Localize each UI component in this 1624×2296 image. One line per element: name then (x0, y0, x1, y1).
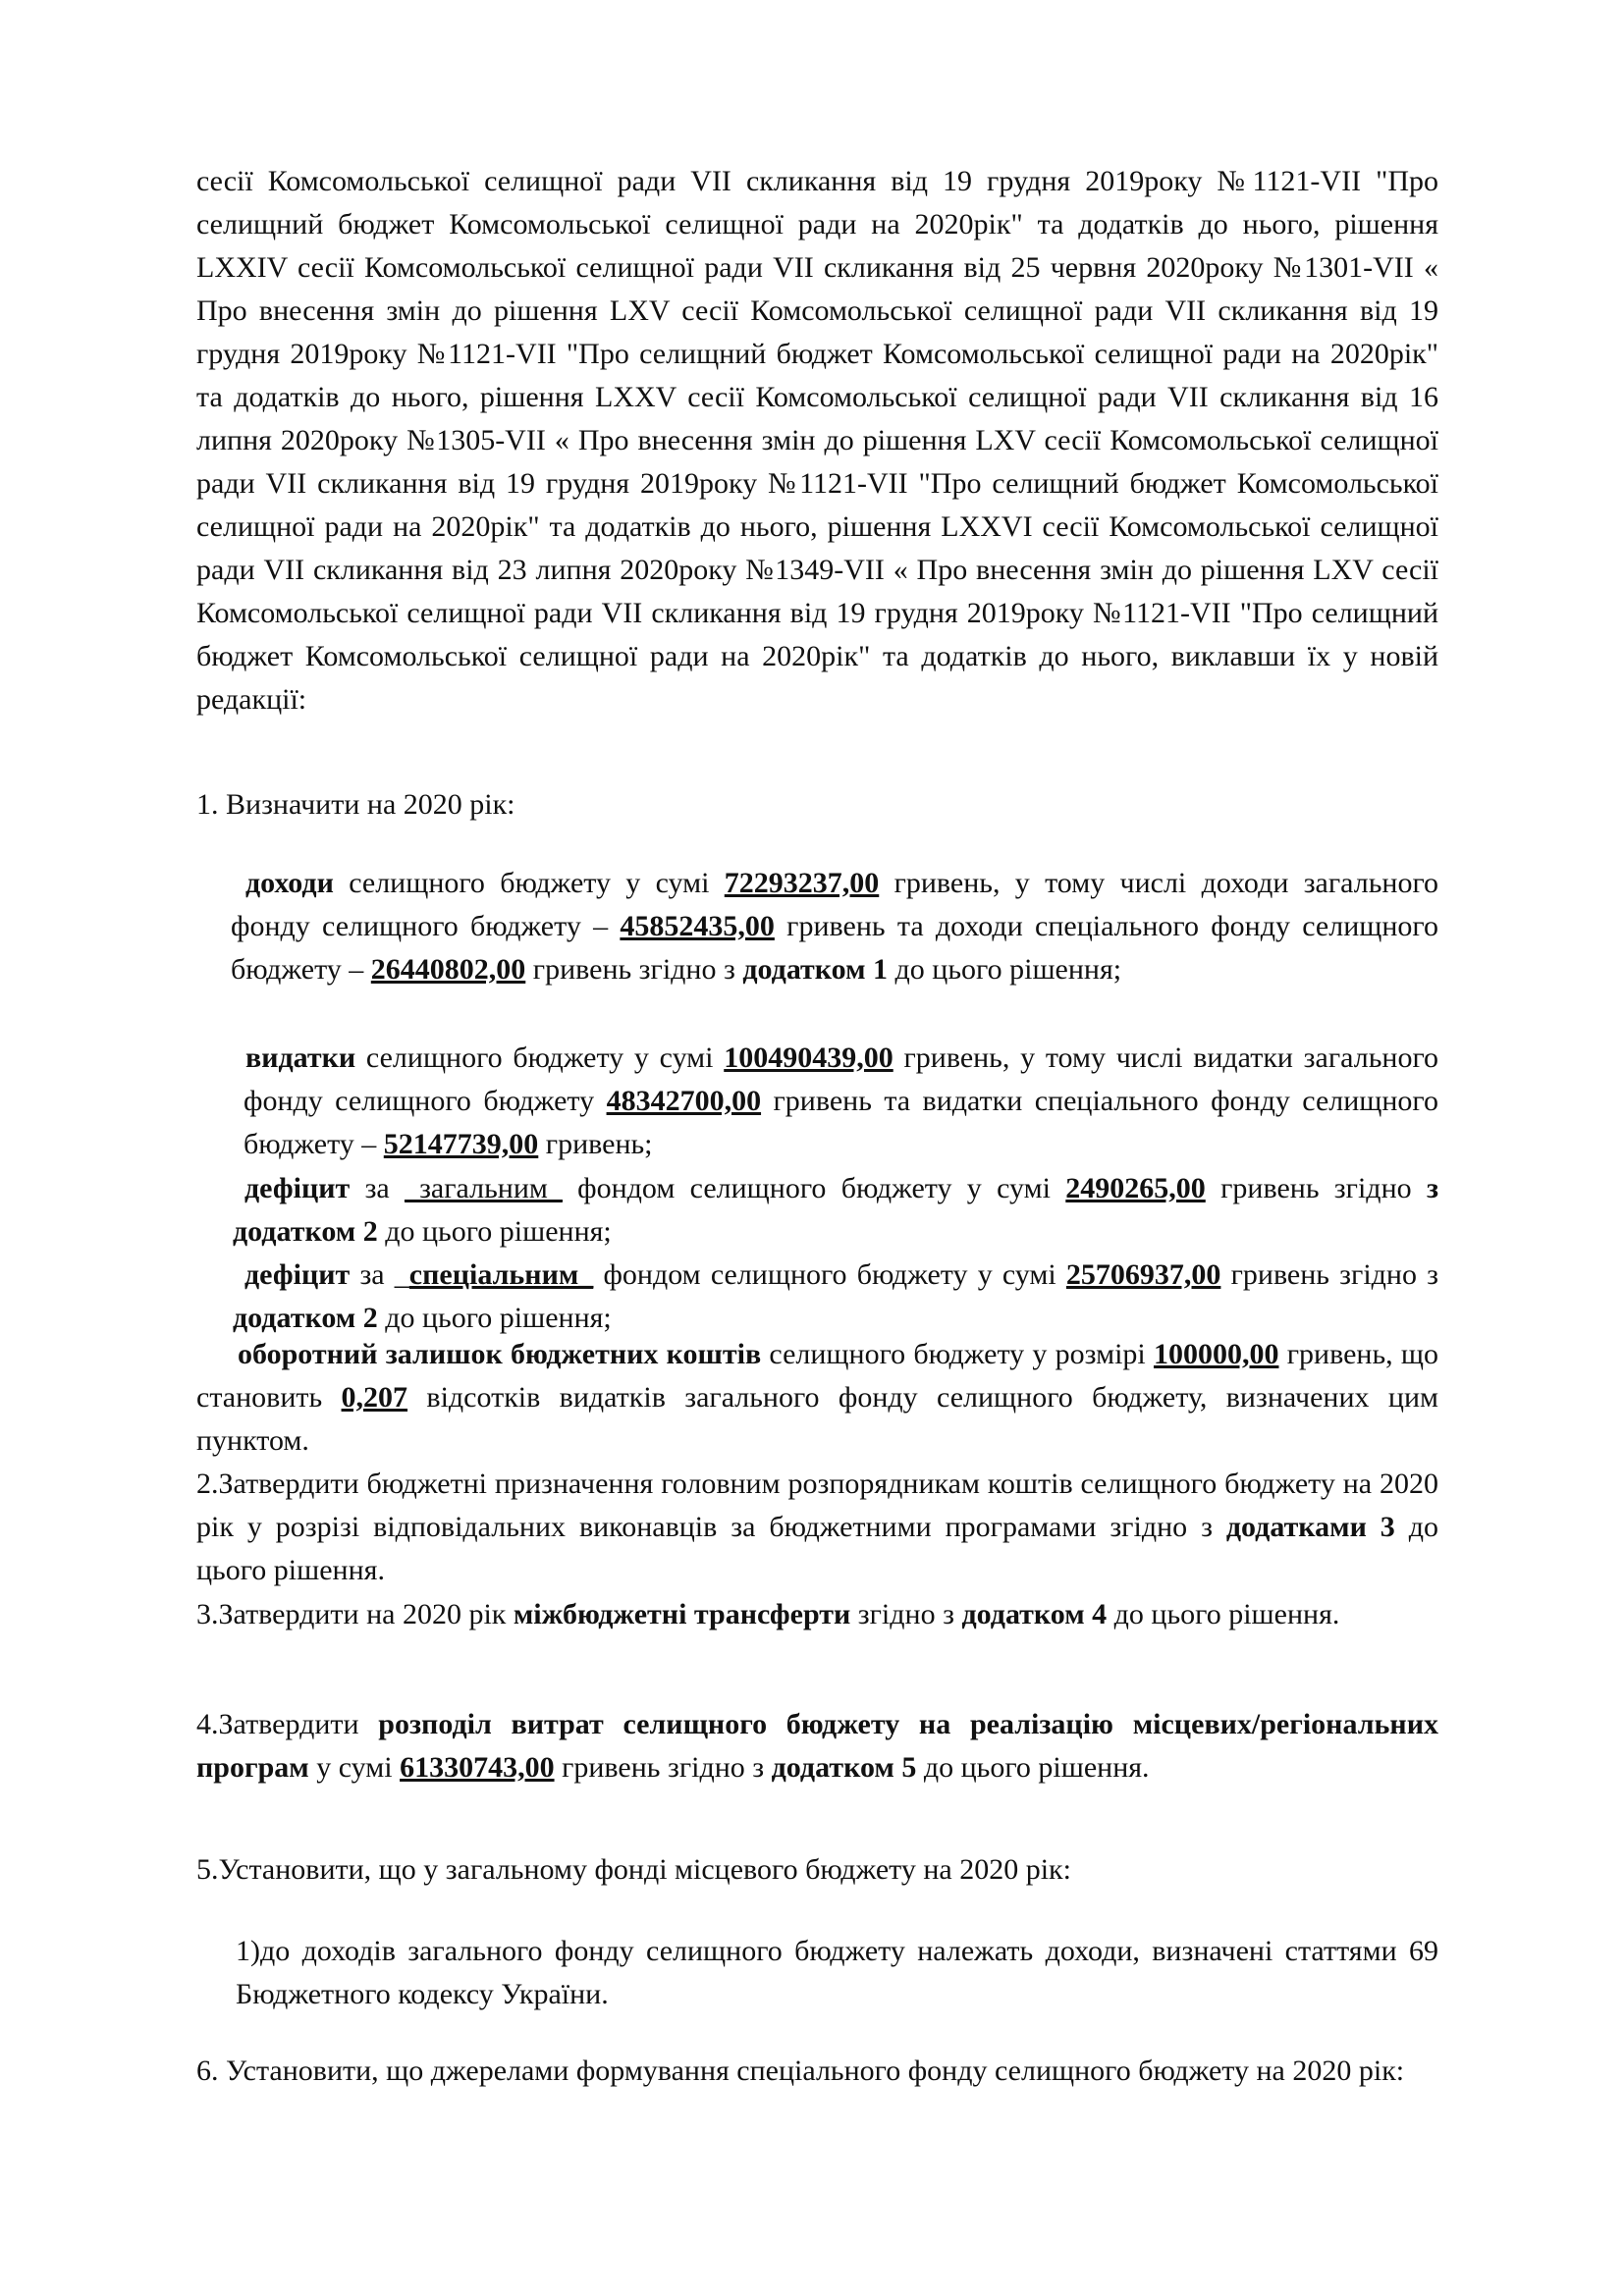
income-annex: додатком 1 (742, 953, 889, 986)
expenses-text: видатки селищного бюджету у сумі 100490439,00 гривень, у тому числі видатки загального фонду селищного бюджету 48342700,00 гривень та видатки спеціального фонду селищного бюджету – 52147739,00 гривень; (244, 1041, 1439, 1160)
deficit-special-amount: 25706937,00 (1065, 1258, 1221, 1291)
clause-5-text: 5.Установити, що у загальному фонді місцевого бюджету на 2020 рік: (196, 1853, 1071, 1886)
reserve-term: оборотний залишок бюджетних коштів (238, 1338, 762, 1370)
clause-2-text: 2.Затвердити бюджетні призначення головним розпорядникам коштів селищного бюджету на 2020 рік у розрізі відповідальних виконавців за бюджетними програмами згідно з додатками 3 до цього рішення. (196, 1468, 1438, 1586)
income-special: 26440802,00 (370, 953, 526, 986)
income-item (231, 862, 1438, 991)
deficit-special-item (233, 1254, 1438, 1340)
clause-5 (196, 1848, 1438, 1892)
reserve-item (196, 1333, 1438, 1463)
reserve-amount: 100000,00 (1153, 1338, 1279, 1370)
deficit-general-text: дефіцит за _загальним_ фондом селищного бюджету у сумі 2490265,00 гривень згідно з додатком 2 до цього рішення; (233, 1172, 1438, 1248)
clause-6 (196, 2050, 1438, 2093)
clause-5-1-text: 1)до доходів загального фонду селищного бюджету належать доходи, визначені статтями 69 Бюджетного кодексу України. (236, 1935, 1438, 2010)
clause-3-annex: додатком 4 (961, 1598, 1108, 1630)
clause-3-term: міжбюджетні трансферти (513, 1598, 851, 1630)
clause-4 (196, 1703, 1438, 1789)
income-general: 45852435,00 (620, 910, 775, 942)
clause-2-annex: додатками 3 (1225, 1511, 1395, 1543)
clause-2 (196, 1463, 1438, 1592)
expenses-item (244, 1037, 1438, 1166)
expenses-term: видатки (245, 1041, 356, 1074)
expenses-special: 52147739,00 (383, 1128, 539, 1160)
clause-4-text: 4.Затвердити розподіл витрат селищного бюджету на реалізацію місцевих/регіональних програм у сумі 61330743,00 гривень згідно з додатком 5 до цього рішення. (196, 1708, 1438, 1784)
income-total: 72293237,00 (724, 867, 880, 899)
clause-6-text: 6. Установити, що джерелами формування спеціального фонду селищного бюджету на 2020 рік: (196, 2055, 1405, 2087)
clause-4-term: розподіл витрат селищного бюджету на реалізацію місцевих/регіональних програм (196, 1708, 1438, 1784)
deficit-special-annex: додатком 2 (233, 1302, 378, 1334)
clause-4-annex: додатком 5 (771, 1751, 917, 1784)
deficit-general-fund: _загальним_ (405, 1172, 563, 1204)
deficit-general-amount: 2490265,00 (1065, 1172, 1206, 1204)
deficit-special-term: дефіцит (244, 1258, 351, 1291)
clause-5-1 (236, 1930, 1438, 2016)
expenses-total: 100490439,00 (724, 1041, 893, 1074)
clause-3 (196, 1593, 1438, 1636)
expenses-general: 48342700,00 (606, 1085, 762, 1117)
intro-paragraph (196, 160, 1438, 721)
deficit-special-fund: спеціальним_ (408, 1258, 594, 1291)
deficit-general-term: дефіцит (244, 1172, 351, 1204)
intro-text: сесії Комсомольської селищної ради VII скликання від 19 грудня 2019року №1121-VII "Про селищний бюджет Комсомольської селищної ради на 2020рік" та додатків до нього, рішення LXXIV сесії Комсомольської селищної ради VII скликання від 25 червня 2020року №1301-VII « Про внесення змін до рішення LXV сесії Комсомольської селищної ради VII скликання від 19 грудня 2019року №1121-VII "Про селищний бюджет Комсомольської селищної ради на 2020рік" та додатків до нього, рішення LXXV сесії Комсомольської селищної ради VII скликання від 16 липня 2020року №1305-VII « Про внесення змін до рішення LXV сесії Комсомольської селищної ради VII скликання від 19 грудня 2019року №1121-VII "Про селищний бюджет Комсомольської селищної ради на 2020рік" та додатків до нього, рішення LXXVI сесії Комсомольської селищної ради VII скликання від 23 липня 2020року №1349-VII « Про внесення змін до рішення LXV сесії Комсомольської селищної ради VII скликання від 19 грудня 2019року №1121-VII "Про селищний бюджет Комсомольської селищної ради на 2020рік" та додатків до нього, виклавши їх у новій редакції: (196, 165, 1438, 716)
income-term: доходи (245, 867, 334, 899)
clause-1 (196, 783, 1438, 827)
deficit-general-item (233, 1167, 1438, 1254)
clause-4-amount: 61330743,00 (400, 1751, 555, 1784)
deficit-general-annex: з додатком 2 (233, 1172, 1438, 1248)
reserve-text: оборотний залишок бюджетних коштів селищного бюджету у розмірі 100000,00 гривень, що становить 0,207 відсотків видатків загального фонду селищного бюджету, визначених цим пунктом. (196, 1338, 1438, 1457)
income-text: доходи селищного бюджету у сумі 72293237,00 гривень, у тому числі доходи загального фонду селищного бюджету – 45852435,00 гривень та доходи спеціального фонду селищного бюджету – 26440802,00 гривень згідно з додатком 1 до цього рішення; (231, 867, 1439, 986)
clause-1-heading: 1. Визначити на 2020 рік: (196, 788, 515, 821)
clause-3-text: 3.Затвердити на 2020 рік міжбюджетні трансферти згідно з додатком 4 до цього рішення. (196, 1598, 1340, 1630)
deficit-special-text: дефіцит за _спеціальним_ фондом селищного бюджету у сумі 25706937,00 гривень згідно з додатком 2 до цього рішення; (233, 1258, 1439, 1334)
reserve-percent: 0,207 (341, 1381, 408, 1414)
